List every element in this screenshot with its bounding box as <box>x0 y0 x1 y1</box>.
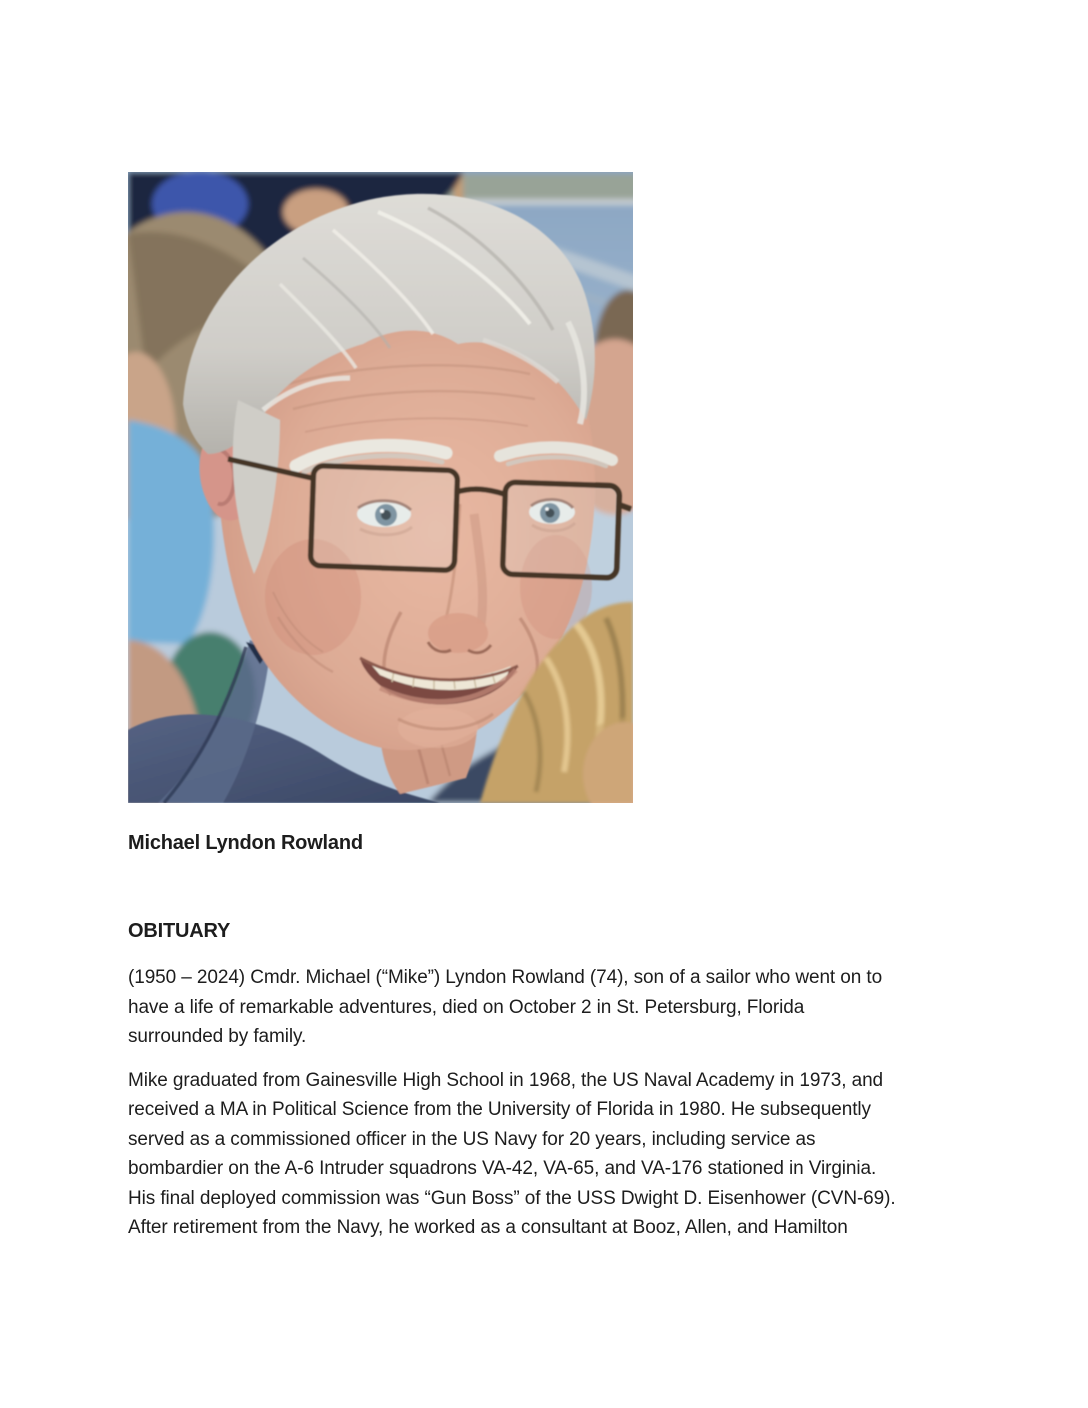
portrait-photo-graphic <box>128 172 633 803</box>
obituary-paragraph-1: (1950 – 2024) Cmdr. Michael (“Mike”) Lyndon Rowland (74), son of a sailor who went on to have a life of remarkable adventures, died on October 2 in St. Petersburg, Florida surrounded by family. <box>128 967 883 1047</box>
photo-caption: Michael Lyndon Rowland <box>128 832 363 854</box>
obituary-heading: OBITUARY <box>128 920 231 942</box>
obituary-paragraph-2: Mike graduated from Gainesville High School in 1968, the US Naval Academy in 1973, and received a MA in Political Science from the University of Florida in 1980. He subsequently served as a commissioned officer in the US Navy for 20 years, including service as bombardier on the A-6 Intruder squadrons VA-42, VA-65, and VA-176 stationed in Virginia. His final deployed commission was “Gun Boss” of the USS Dwight D. Eisenhower (CVN-69). After retirement from the Navy, he worked as a consultant at Booz, Allen, and Hamilton <box>128 1069 896 1238</box>
portrait-photo <box>128 172 978 803</box>
